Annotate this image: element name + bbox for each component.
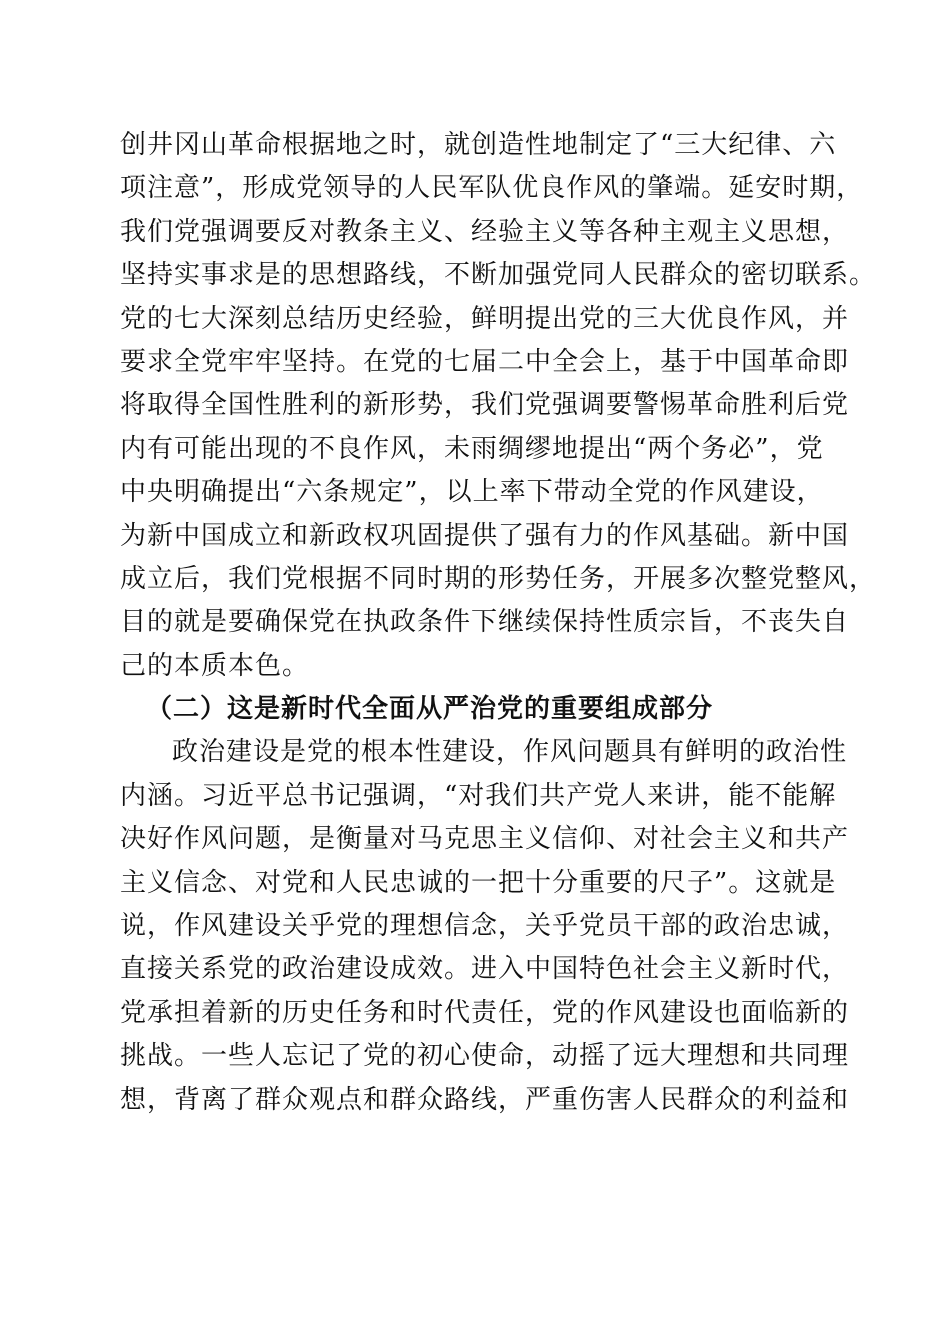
section-heading: （二）这是新时代全面从严治党的重要组成部分	[146, 694, 714, 725]
paragraph-2-line: 内涵。习近平总书记强调，“对我们共产党人来讲，能不能解	[120, 780, 837, 811]
paragraph-1	[120, 124, 877, 688]
paragraph-2-line: 党承担着新的历史任务和时代责任，党的作风建设也面临新的	[120, 997, 850, 1028]
paragraph-2-line: 直接关系党的政治建设成效。进入中国特色社会主义新时代，	[120, 954, 850, 985]
paragraph-1-line: 党的七大深刻总结历史经验，鲜明提出党的三大优良作风，并	[120, 303, 850, 334]
paragraph-1-line: 内有可能出现的不良作风，未雨绸缪地提出“两个务必”，党	[120, 433, 824, 464]
paragraph-1-line: 创井冈山革命根据地之时，就创造性地制定了“三大纪律、六	[120, 130, 837, 160]
paragraph-1-line: 要求全党牢牢坚持。在党的七届二中全会上，基于中国革命即	[120, 346, 850, 377]
paragraph-1-line: 项注意”，形成党领导的人民军队优良作风的肇端。延安时期，	[120, 173, 864, 204]
paragraph-1-line: 我们党强调要反对教条主义、经验主义等各种主观主义思想，	[120, 216, 850, 247]
paragraph-1-line: 中央明确提出“六条规定”，以上率下带动全党的作风建设，	[120, 477, 824, 508]
paragraph-2-line: 主义信念、对党和人民忠诚的一把十分重要的尺子”。这就是	[120, 867, 837, 898]
paragraph-2-line: 想，背离了群众观点和群众路线，严重伤害人民群众的利益和	[120, 1084, 850, 1115]
paragraph-2-line: 挑战。一些人忘记了党的初心使命，动摇了远大理想和共同理	[120, 1041, 850, 1072]
paragraph-2-line: 政治建设是党的根本性建设，作风问题具有鲜明的政治性	[172, 737, 848, 768]
paragraph-2-line: 决好作风问题，是衡量对马克思主义信仰、对社会主义和共产	[120, 824, 850, 855]
paragraph-1-line: 将取得全国性胜利的新形势，我们党强调要警惕革命胜利后党	[120, 390, 850, 421]
paragraph-1-line: 己的本质本色。	[120, 650, 310, 681]
paragraph-2	[120, 731, 850, 1122]
document-body	[120, 124, 877, 1122]
paragraph-1-line: 为新中国成立和新政权巩固提供了强有力的作风基础。新中国	[120, 520, 850, 551]
paragraph-1-line: 坚持实事求是的思想路线，不断加强党同人民群众的密切联系。	[120, 260, 877, 291]
paragraph-1-line: 目的就是要确保党在执政条件下继续保持性质宗旨，不丧失自	[120, 607, 850, 638]
paragraph-1-line: 成立后，我们党根据不同时期的形势任务，开展多次整党整风，	[120, 563, 877, 594]
paragraph-2-line: 说，作风建设关乎党的理想信念，关乎党员干部的政治忠诚，	[120, 911, 850, 942]
